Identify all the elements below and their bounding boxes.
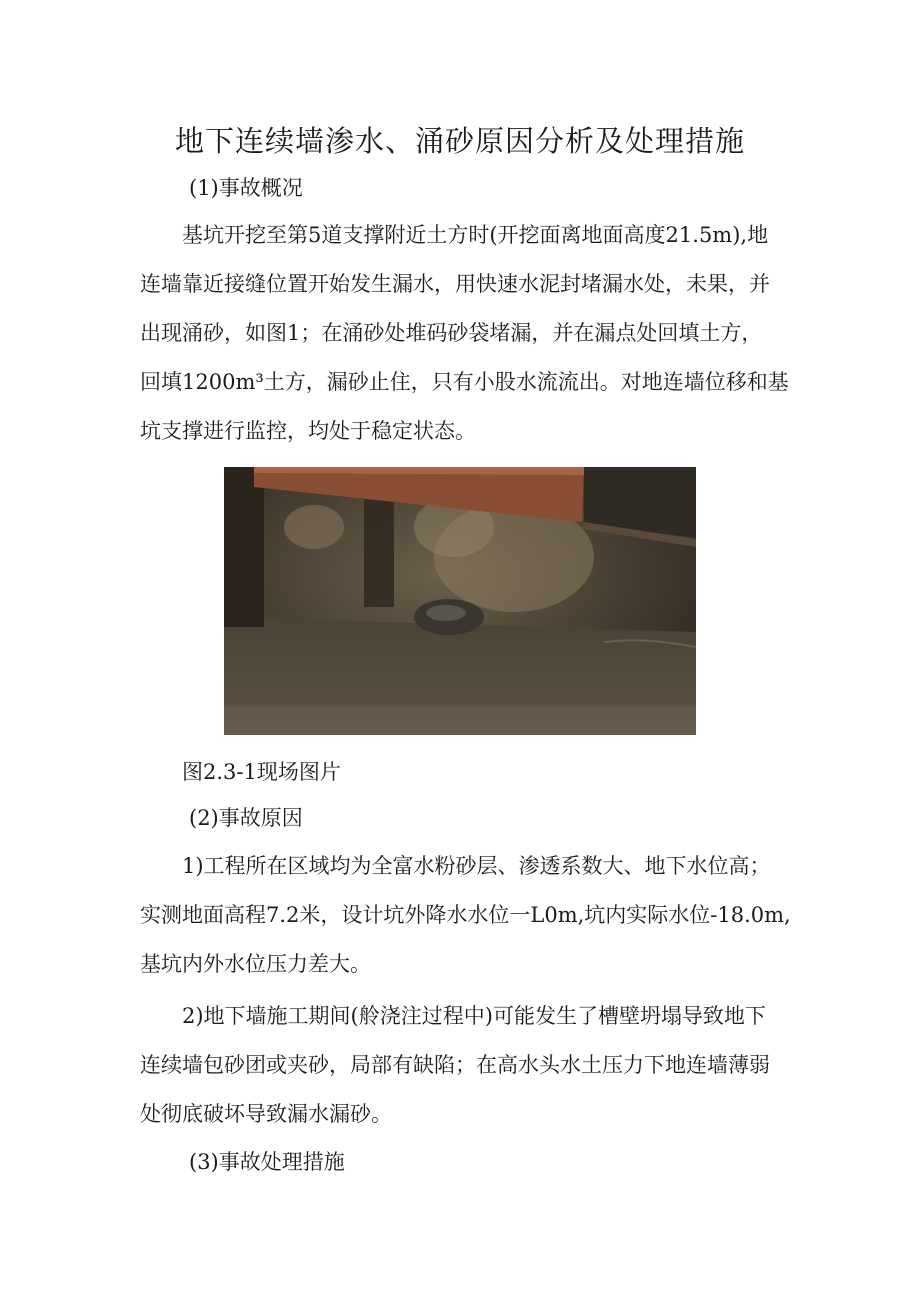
section-heading-cause: (2)事故原因 xyxy=(189,806,303,830)
page-title: 地下连续墙渗水、涌砂原因分析及处理措施 xyxy=(174,124,745,158)
overview-line-4: 回填1200m³土方，漏砂止住，只有小股水流流出。对地连墙位移和基 xyxy=(140,370,789,394)
cause-2-line-3: 处彻底破坏导致漏水漏砂。 xyxy=(140,1102,392,1126)
overview-line-3: 出现涌砂，如图1；在涌砂处堆码砂袋堵漏，并在漏点处回填土方， xyxy=(140,321,763,345)
cause-1-line-2: 实测地面高程7.2米，设计坑外降水水位一L0m,坑内实际水位-18.0m, xyxy=(140,903,791,927)
overview-line-5: 坑支撑进行监控，均处于稳定状态。 xyxy=(140,419,476,443)
cause-2-line-2: 连续墙包砂团或夹砂，局部有缺陷；在高水头水土压力下地连墙薄弱 xyxy=(140,1053,770,1077)
site-photo xyxy=(224,467,696,735)
overview-line-1: 基坑开挖至第5道支撑附近土方时(开挖面离地面高度21.5m),地 xyxy=(182,223,769,247)
cause-1-line-3: 基坑内外水位压力差大。 xyxy=(140,952,371,976)
cause-1-line-1: 1)工程所在区域均为全富水粉砂层、渗透系数大、地下水位高； xyxy=(182,854,771,878)
overview-line-2: 连墙靠近接缝位置开始发生漏水，用快速水泥封堵漏水处，未果，并 xyxy=(140,272,770,296)
cause-2-line-1: 2)地下墙施工期间(舲浇注过程中)可能发生了槽壁坍塌导致地下 xyxy=(182,1004,766,1028)
section-heading-overview: (1)事故概况 xyxy=(189,176,303,200)
site-photo-illustration xyxy=(224,467,696,735)
figure-caption: 图2.3-1现场图片 xyxy=(182,760,341,784)
section-heading-measures: (3)事故处理措施 xyxy=(189,1150,345,1174)
